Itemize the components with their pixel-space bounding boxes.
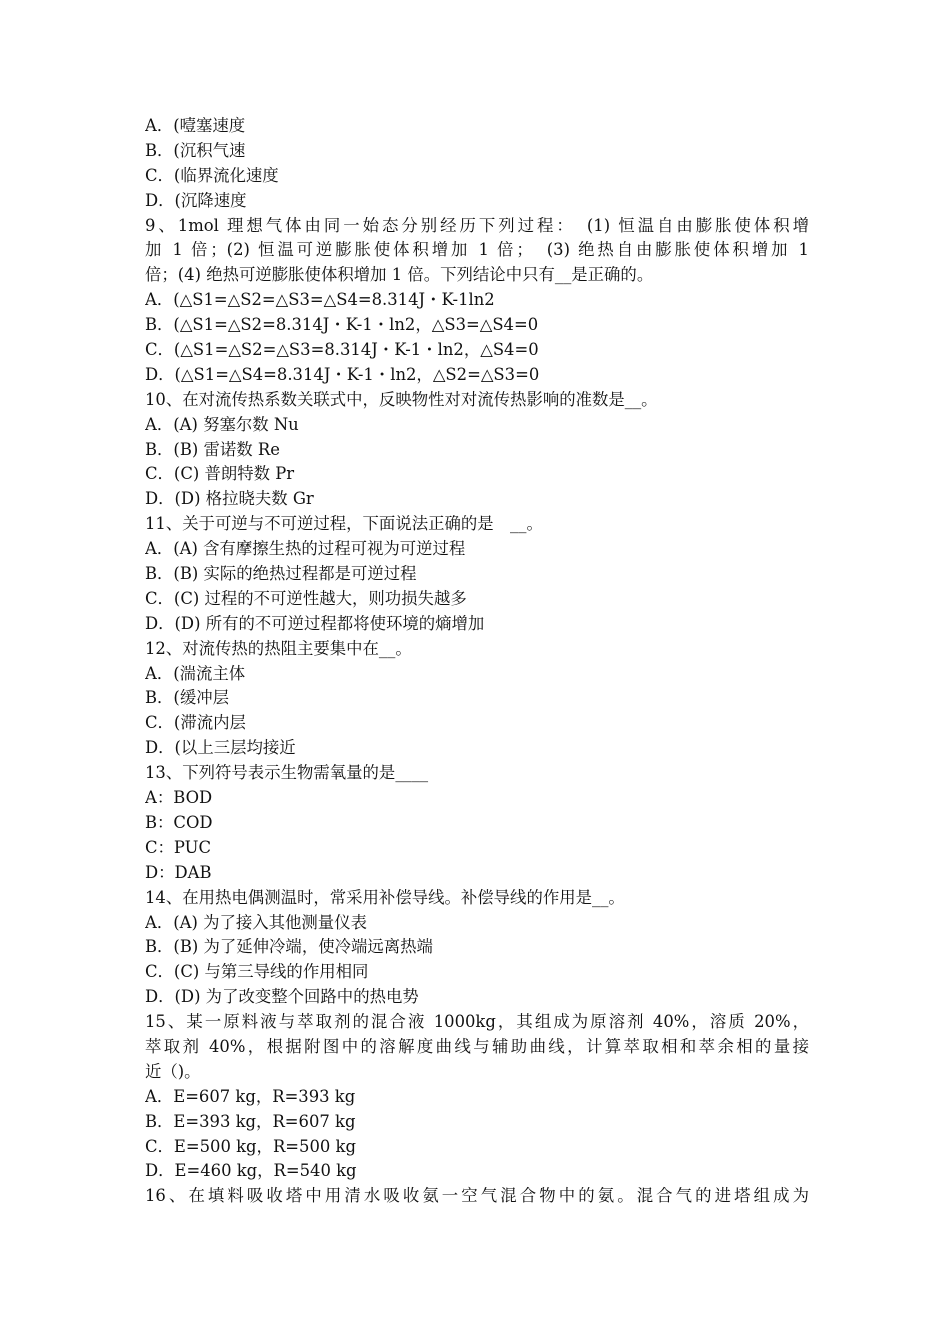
text-line: C．(C) 普朗特数 Pr: [145, 464, 295, 484]
text-line: D．(D) 为了改变整个回路中的热电势: [145, 987, 419, 1007]
text-line: C．(临界流化速度: [145, 165, 279, 185]
text-line: 15、某一原料液与萃取剂的混合液 1000kg，其组成为原溶剂 40%，溶质 20%，: [145, 1012, 809, 1032]
text-line: C：PUC: [145, 837, 212, 857]
text-line: D．(以上三层均接近: [145, 738, 296, 758]
text-line: A．(湍流主体: [145, 663, 246, 683]
text-line: 14、在用热电偶测温时，常采用补偿导线。补偿导线的作用是__。: [145, 887, 625, 907]
text-line: C．(滞流内层: [145, 713, 246, 733]
text-line: 16、在填料吸收塔中用清水吸收氨一空气混合物中的氨。混合气的进塔组成为: [145, 1186, 809, 1206]
text-line: A．(噎塞速度: [145, 116, 246, 135]
text-line: C．(C) 过程的不可逆性越大，则功损失越多: [145, 588, 467, 608]
text-line: D：DAB: [145, 862, 212, 882]
text-line: B．(△S1=△S2=8.314J・K-1・ln2，△S3=△S4=0: [145, 315, 539, 335]
text-line: 13、下列符号表示生物需氧量的是____: [145, 763, 429, 783]
text-line: D．(D) 所有的不可逆过程都将使环境的熵增加: [145, 613, 485, 633]
text-line: B：COD: [145, 812, 213, 832]
text-line: A：BOD: [145, 788, 213, 808]
text-line: 12、对流传热的热阻主要集中在__。: [145, 638, 412, 658]
text-line: C．(C) 与第三导线的作用相同: [145, 962, 369, 982]
text-line: A．(A) 努塞尔数 Nu: [145, 414, 299, 434]
text-line: 11、关于可逆与不可逆过程，下面说法正确的是 __。: [145, 514, 543, 534]
text-line: B．E=393 kg，R=607 kg: [145, 1111, 356, 1131]
text-line: 倍；(4) 绝热可逆膨胀使体积增加 1 倍。下列结论中只有__是正确的。: [145, 265, 654, 285]
document-body: [145, 114, 809, 1209]
text-line: A．(A) 为了接入其他测量仪表: [145, 912, 367, 932]
text-line: 加 1 倍；(2) 恒温可逆膨胀使体积增加 1 倍； (3) 绝热自由膨胀使体积增加 1: [145, 240, 809, 260]
text-line: 9、1mol 理想气体由同一始态分别经历下列过程： (1) 恒温自由膨胀使体积增: [145, 215, 809, 235]
text-line: D．(D) 格拉晓夫数 Gr: [145, 489, 314, 509]
text-line: B．(沉积气速: [145, 140, 246, 160]
text-line: 萃取剂 40%，根据附图中的溶解度曲线与辅助曲线，计算萃取相和萃余相的量接: [145, 1036, 809, 1056]
text-line: B．(B) 雷诺数 Re: [145, 439, 280, 459]
text-line: D．E=460 kg，R=540 kg: [145, 1161, 357, 1181]
text-line: C．(△S1=△S2=△S3=8.314J・K-1・ln2，△S4=0: [145, 340, 539, 360]
text-line: B．(B) 实际的绝热过程都是可逆过程: [145, 564, 417, 584]
text-line: 10、在对流传热系数关联式中，反映物性对对流传热影响的准数是__。: [145, 389, 658, 409]
text-line: A．E=607 kg，R=393 kg: [145, 1086, 356, 1106]
text-line: A．(△S1=△S2=△S3=△S4=8.314J・K-1ln2: [145, 290, 495, 310]
text-line: B．(B) 为了延伸冷端，使冷端远离热端: [145, 937, 433, 957]
text-line: D．(沉降速度: [145, 190, 247, 210]
text-line: A．(A) 含有摩擦生热的过程可视为可逆过程: [145, 539, 466, 559]
text-line: 近（)。: [145, 1061, 201, 1081]
text-line: B．(缓冲层: [145, 688, 230, 708]
text-line: C．E=500 kg，R=500 kg: [145, 1136, 356, 1156]
text-line: D．(△S1=△S4=8.314J・K-1・ln2，△S2=△S3=0: [145, 364, 540, 384]
